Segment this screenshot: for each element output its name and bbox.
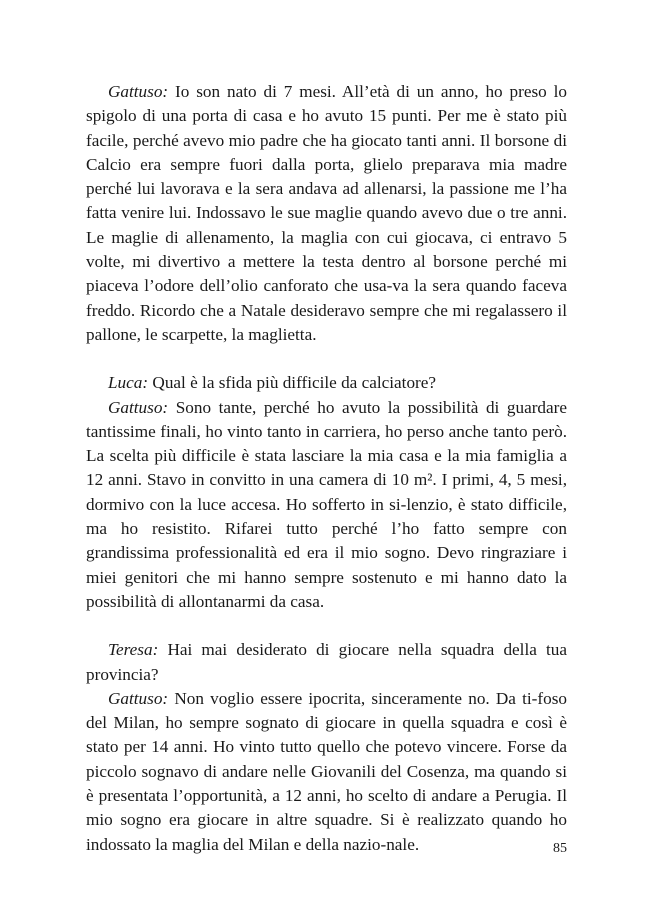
speaker-label: Gattuso: — [108, 82, 169, 101]
paragraph-text: Hai mai desiderato di giocare nella squadra della tua provincia? — [86, 640, 567, 684]
paragraph-luca-question — [86, 371, 567, 395]
speaker-label: Gattuso: — [108, 397, 169, 417]
page-number: 85 — [553, 841, 567, 856]
paragraph-teresa-question — [86, 638, 567, 687]
speaker-label: Luca: — [108, 373, 149, 393]
paragraph-text: Sono tante, perché ho avuto la possibilità di guardare tantissime finali, ho vinto tanto in carriera, ho perso anche tanto però. La scelta più difficile è stata lasciare la mia casa e la mia famiglia a 12 anni. Stavo in convitto in una camera di 10 m². I primi, 4, 5 mesi, dormivo con la luce accesa. Ho sofferto in si-lenzio, è stato difficile, ma ho resistito. Rifarei tutto perché l’ho fatto sempre con grandissima professionalità ed era il mio sogno. Devo ringraziare i miei genitori che mi hanno sempre sostenuto e mi hanno dato la possibilità di allontanarmi da casa. — [86, 397, 567, 611]
paragraph-gattuso-milan — [86, 687, 567, 857]
paragraph-gattuso-childhood — [86, 80, 567, 347]
paragraph-text: Io son nato di 7 mesi. All’età di un anno, ho preso lo spigolo di una porta di casa e ho avuto 15 punti. Per me è stato più facile, perché avevo mio padre che ha giocato tanti anni. Il borsone di Calcio era sempre fuori dalla porta, glielo preparava mia madre perché lui lavorava e la sera andava ad allenarsi, la passione me l’ha fatta venire lui. Indossavo le sue maglie quando avevo due o tre anni. Le maglie di allenamento, la maglia con cui giocava, ci entravo 5 volte, mi divertivo a mettere la testa dentro al borsone perché mi piaceva l’odore dell’olio canforato che usa-va la sera quando faceva freddo. Ricordo che a Natale desideravo sempre che mi regalassero il pallone, le scarpette, la maglietta. — [86, 82, 567, 344]
paragraph-text: Qual è la sfida più difficile da calciatore? — [148, 373, 437, 393]
interview-text — [86, 80, 567, 857]
paragraph-gattuso-challenge — [86, 396, 567, 615]
speaker-label: Teresa: — [108, 640, 159, 660]
speaker-label: Gattuso: — [108, 688, 169, 708]
paragraph-text: Non voglio essere ipocrita, sinceramente no. Da ti-foso del Milan, ho sempre sognato di giocare in quella squadra e così è stato per 14 anni. Ho vinto tutto quello che potevo vincere. Forse da piccolo sognavo di andare nelle Giovanili del Cosenza, ma quando si è presentata l’opportunità, a 12 anni, ho scelto di andare a Perugia. Il mio sogno era giocare in altre squadre. Si è realizzato quando ho indossato la maglia del Milan e della nazio-nale. — [86, 688, 567, 854]
